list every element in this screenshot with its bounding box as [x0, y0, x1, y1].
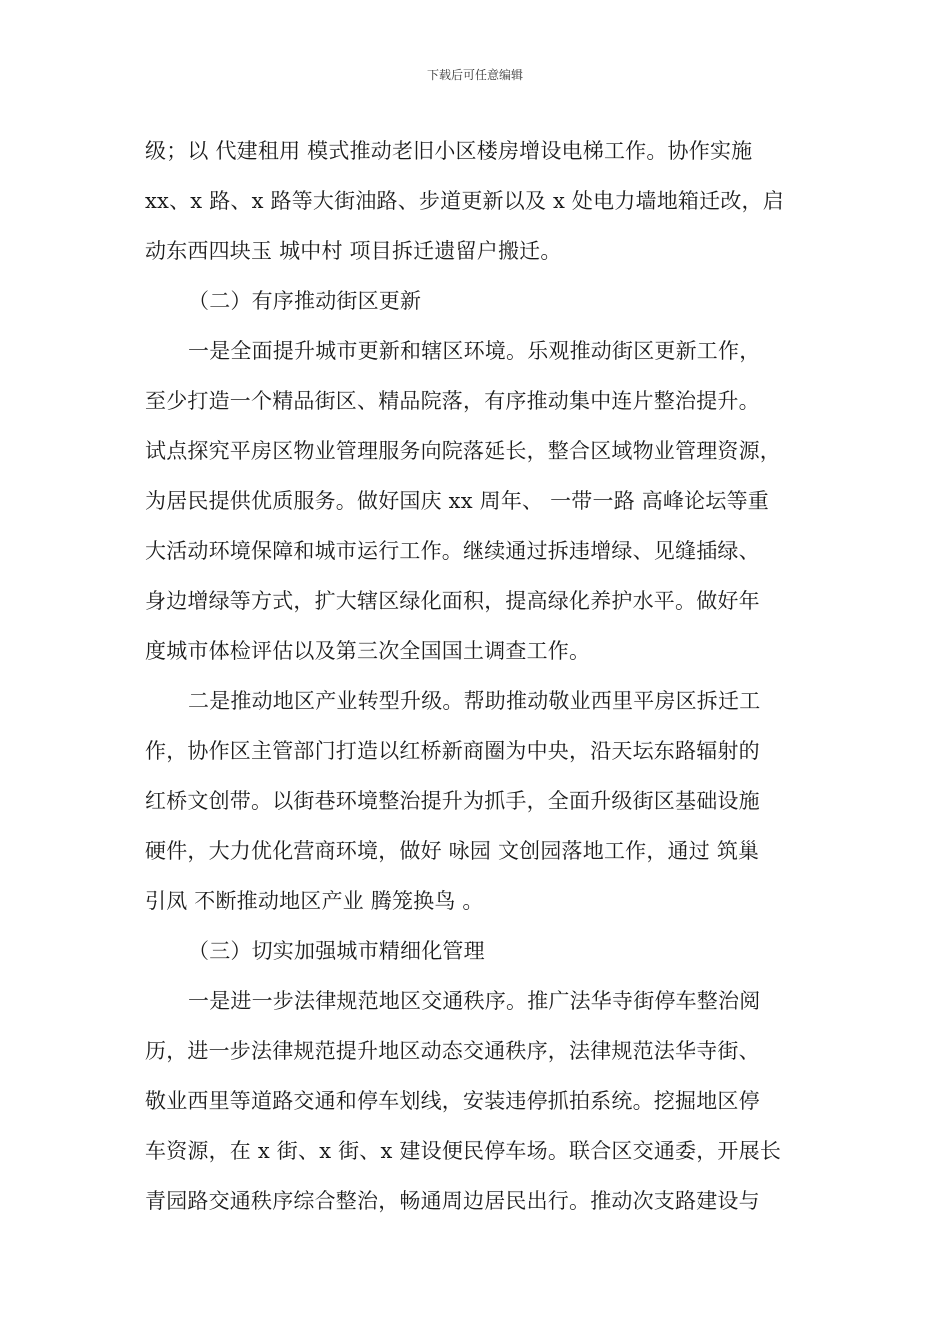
text-line: 动东西四块玉 城中村 项目拆迁遗留户搬迁。 — [145, 239, 562, 263]
text-line: 身边增绿等方式，扩大辖区绿化面积，提高绿化养护水平。做好年 — [145, 589, 760, 613]
text-line: xx、x 路、x 路等大街油路、步道更新以及 x 处电力墙地箱迁改，启 — [145, 189, 784, 213]
section-heading: （二）有序推动街区更新 — [188, 289, 422, 313]
text-line: 试点探究平房区物业管理服务向院落延长，整合区域物业管理资源， — [145, 439, 781, 463]
text-line: 红桥文创带。以街巷环境整治提升为抓手，全面升级街区基础设施 — [145, 789, 760, 813]
text-line: 作，协作区主管部门打造以红桥新商圈为中央，沿天坛东路辐射的 — [145, 739, 760, 763]
text-line: 引凤 不断推动地区产业 腾笼换鸟 。 — [145, 889, 484, 913]
text-line: 二是推动地区产业转型升级。帮助推动敬业西里平房区拆迁工 — [188, 689, 761, 713]
text-line: 硬件，大力优化营商环境，做好 咏园 文创园落地工作，通过 筑巢 — [145, 839, 760, 863]
text-line: 级；以 代建租用 模式推动老旧小区楼房增设电梯工作。协作实施 — [145, 139, 753, 163]
text-line: 大活动环境保障和城市运行工作。继续通过拆违增绿、见缝插绿、 — [145, 539, 760, 563]
text-line: 敬业西里等道路交通和停车划线，安装违停抓拍系统。挖掘地区停 — [145, 1089, 760, 1113]
text-line: 历，进一步法律规范提升地区动态交通秩序，法律规范法华寺街、 — [145, 1039, 760, 1063]
text-line: 车资源，在 x 街、x 街、x 建设便民停车场。联合区交通委，开展长 — [145, 1139, 782, 1163]
text-line: 青园路交通秩序综合整治，畅通周边居民出行。推动次支路建设与 — [145, 1189, 760, 1213]
text-line: 至少打造一个精品街区、精品院落，有序推动集中连片整治提升。 — [145, 389, 760, 413]
page-header-note: 下载后可任意编辑 — [426, 68, 523, 82]
text-line: 度城市体检评估以及第三次全国国土调查工作。 — [145, 639, 591, 663]
text-line: 为居民提供优质服务。做好国庆 xx 周年、 一带一路 高峰论坛等重 — [145, 489, 769, 513]
section-heading: （三）切实加强城市精细化管理 — [188, 939, 485, 963]
text-line: 一是进一步法律规范地区交通秩序。推广法华寺街停车整治阅 — [188, 989, 761, 1013]
text-line: 一是全面提升城市更新和辖区环境。乐观推动街区更新工作， — [188, 339, 761, 363]
